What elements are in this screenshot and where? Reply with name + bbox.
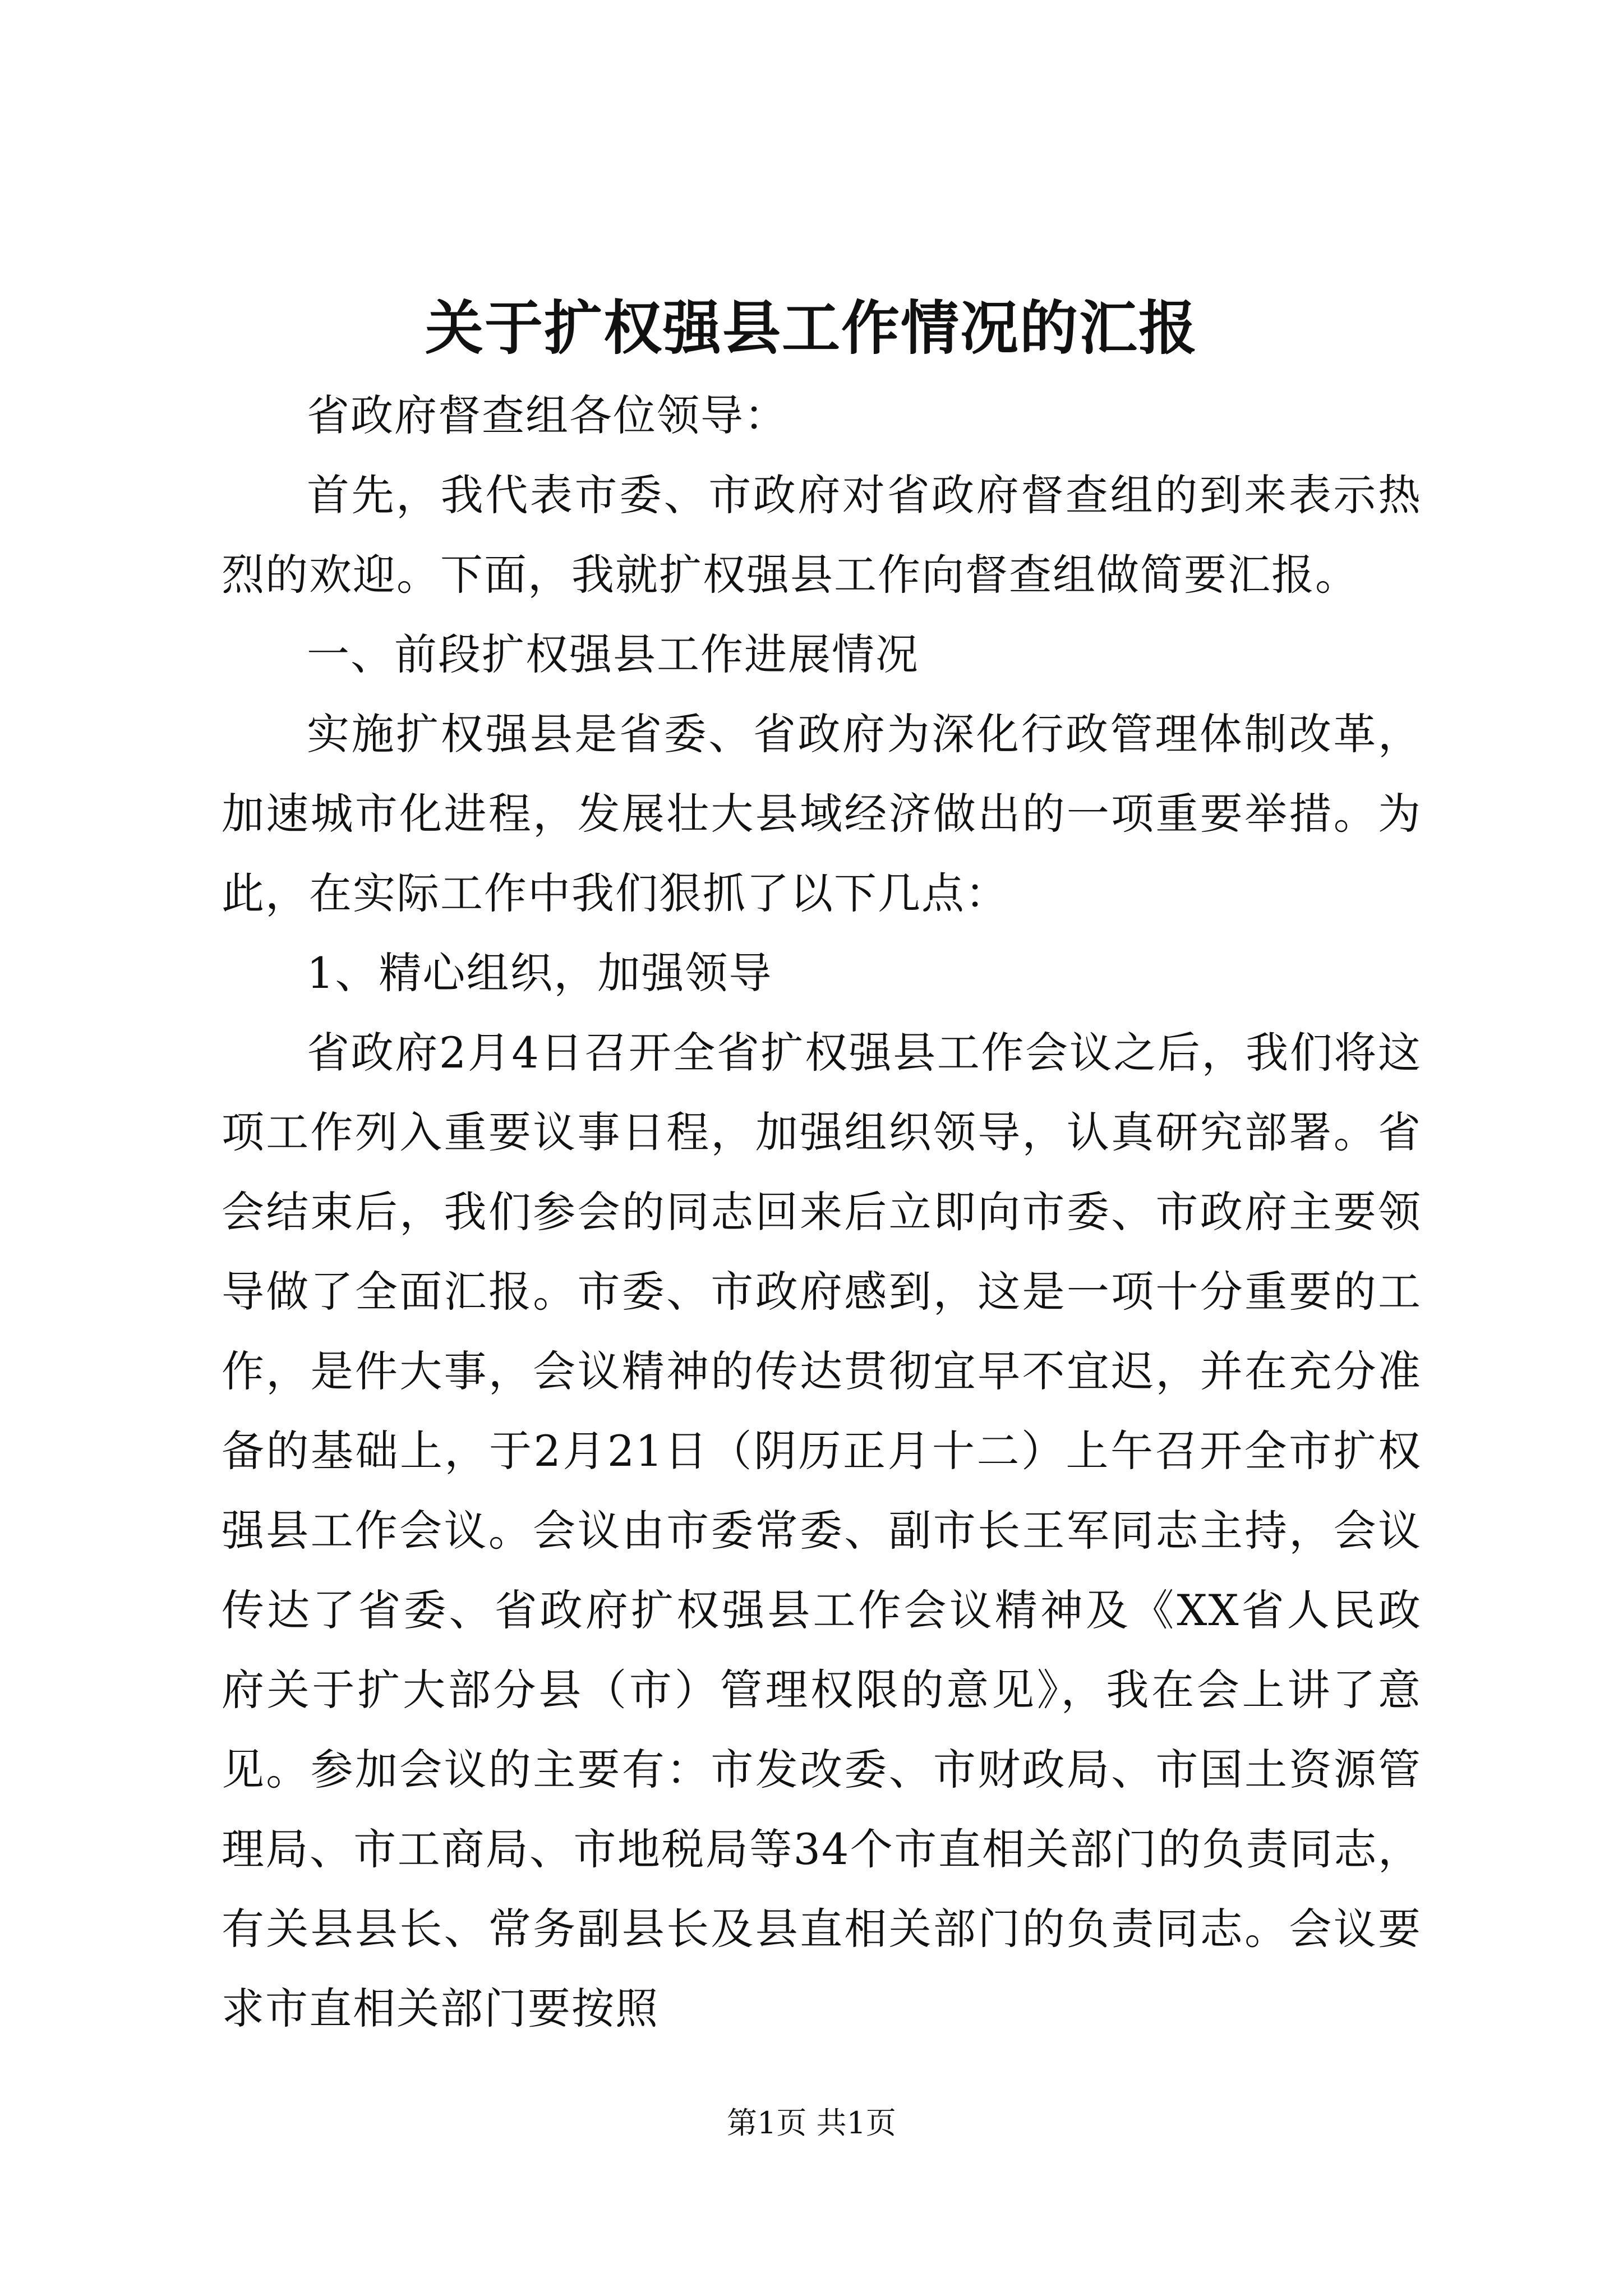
body-paragraph: 实施扩权强县是省委、省政府为深化行政管理体制改革，加速城市化进程，发展壮大县域经济做出的一项重要举措。为此，在实际工作中我们狠抓了以下几点： xyxy=(222,709,1422,918)
section-heading-1: 一、前段扩权强县工作进展情况 xyxy=(307,629,919,679)
salutation-paragraph: 省政府督查组各位领导： xyxy=(307,390,788,440)
document-title: 关于扩权强县工作情况的汇报 xyxy=(425,293,1198,362)
subsection-heading-1: 1、精心组织，加强领导 xyxy=(307,948,773,998)
document-body xyxy=(222,376,1422,2049)
intro-paragraph: 首先，我代表市委、市政府对省政府督查组的到来表示热烈的欢迎。下面，我就扩权强县工作向督查组做简要汇报。 xyxy=(222,470,1422,600)
page-number-footer: 第1页 共1页 xyxy=(727,2105,896,2141)
body-paragraph: 省政府2月4日召开全省扩权强县工作会议之后，我们将这项工作列入重要议事日程，加强组织领导，认真研究部署。省会结束后，我们参会的同志回来后立即向市委、市政府主要领导做了全面汇报。市委、市政府感到，这是一项十分重要的工作，是件大事，会议精神的传达贯彻宜早不宜迟，并在充分准备的基础上，于2月21日（阴历正月十二）上午召开全市扩权强县工作会议。会议由市委常委、副市长王军同志主持，会议传达了省委、省政府扩权强县工作会议精神及《XX省人民政府关于扩大部分县（市）管理权限的意见》，我在会上讲了意见。参加会议的主要有：市发改委、市财政局、市国土资源管理局、市工商局、市地税局等34个市直相关部门的负责同志，有关县县长、常务副县长及县直相关部门的负责同志。会议要求市直相关部门要按照 xyxy=(222,1028,1422,2033)
